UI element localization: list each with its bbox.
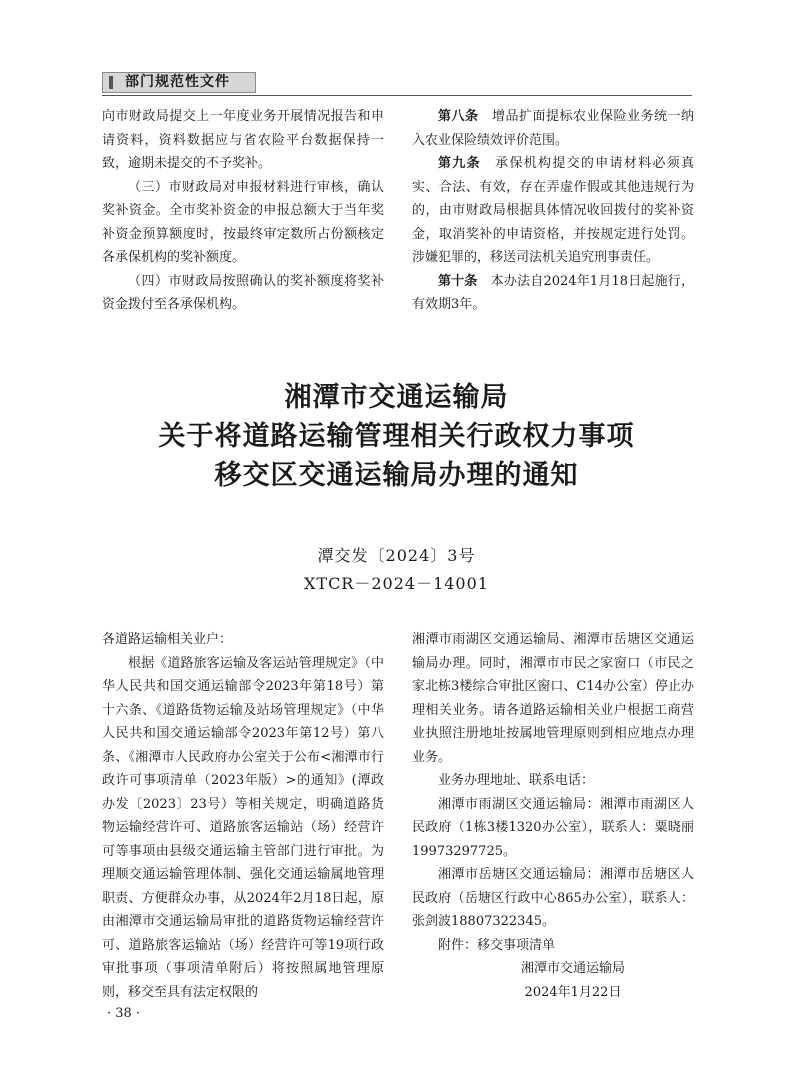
- article-8: [412, 105, 694, 152]
- bottom-left-column: [102, 628, 384, 1004]
- paragraph: 根据《道路旅客运输及客运站管理规定》（中华人民共和国交通运输部令2023年第18号）第十六条、《道路货物运输及站场管理规定》（中华人民共和国交通运输部令2023年第12号）第八条、《湘潭市人民政府办公室关于公布<湘潭市行政许可事项清单（2023年版）>的通知》(潭政办发〔2023〕23号）等相关规定，明确道路货物运输经营许可、道路旅客运输站（场）经营许可等事项由县级交通运输主管部门进行审批。为理顺交通运输管理体制、强化交通运输属地管理职责、方便群众办事，从2024年2月18日起，原由湘潭市交通运输局审批的道路货物运输经营许可、道路旅客运输站（场）经营许可等19项行政审批事项（事项清单附后）将按照属地管理原则，移交至具有法定权限的: [102, 655, 384, 1000]
- contact-yuetang: 湘潭市岳塘区交通运输局：湘潭市岳塘区人民政府（岳塘区行政中心865办公室），联系人：张剑波18807322345。: [412, 867, 694, 929]
- header-rule: [102, 95, 692, 96]
- article-10: [412, 270, 694, 317]
- article-text: 承保机构提交的申请材料必须真实、合法、有效，存在弄虚作假或其他违规行为的，由市财政局根据具体情况收回拨付的奖补资金，取消奖补的申请资格，并按规定进行处罚。涉嫌犯罪的，移送司法机关追究刑事责任。: [412, 156, 694, 265]
- attachment-note: 附件：移交事项清单: [438, 937, 556, 953]
- paragraph: 向市财政局提交上一年度业务开展情况报告和申请资料，资料数据应与省农险平台数据保持一致，逾期未提交的不予奖补。: [102, 109, 384, 171]
- salutation: 各道路运输相关业户：: [102, 632, 233, 647]
- title-line-2: 关于将道路运输管理相关行政权力事项: [158, 421, 635, 452]
- page-number: · 38 ·: [107, 1006, 141, 1021]
- article-label: 第八条: [438, 109, 479, 124]
- top-left-column: [102, 105, 384, 317]
- article-text: 增品扩面提标农业保险业务统一纳入农业保险绩效评价范围。: [412, 109, 694, 148]
- section-tag: 部门规范性文件: [102, 72, 256, 93]
- paragraph: （三）市财政局对申报材料进行审核，确认奖补资金。全市奖补资金的申报总额大于当年奖补资金预算额度时，按最终审定数所占份额核定各承保机构的奖补额度。: [102, 179, 384, 265]
- contacts-intro: 业务办理地址、联系电话：: [438, 773, 595, 788]
- page-header: [102, 68, 692, 96]
- contact-yuhu: 湘潭市雨湖区交通运输局：湘潭市雨湖区人民政府（1栋3楼1320办公室），联系人：粟晓丽19973297725。: [412, 796, 694, 859]
- document-title: [100, 378, 693, 495]
- title-line-3: 移交区交通运输局办理的通知: [214, 460, 579, 491]
- bottom-right-column: [412, 628, 694, 1004]
- title-line-1: 湘潭市交通运输局: [284, 382, 509, 413]
- doc-number-line-2: XTCR－2024－14001: [304, 574, 489, 593]
- article-text: 本办法自2024年1月18日起施行，有效期3年。: [412, 273, 694, 312]
- paragraph: 湘潭市雨湖区交通运输局、湘潭市岳塘区交通运输局办理。同时，湘潭市市民之家窗口（市民之家北栋3楼综合审批区窗口、C14办公室）停止办理相关业务。请各道路运输相关业户根据工商营业执照注册地址按属地管理原则到相应地点办理业务。: [412, 632, 694, 765]
- issue-date: 2024年1月22日: [524, 984, 622, 1000]
- paragraph: （四）市财政局按照确认的奖补额度将奖补资金拨付至各承保机构。: [102, 273, 384, 312]
- signatory: 湘潭市交通运输局: [520, 961, 625, 976]
- article-9: [412, 152, 694, 270]
- top-right-column: [412, 105, 694, 317]
- doc-number-line-1: 潭交发〔2024〕3号: [317, 546, 476, 565]
- document-number: [100, 542, 693, 598]
- article-label: 第十条: [438, 273, 478, 289]
- article-label: 第九条: [438, 156, 481, 171]
